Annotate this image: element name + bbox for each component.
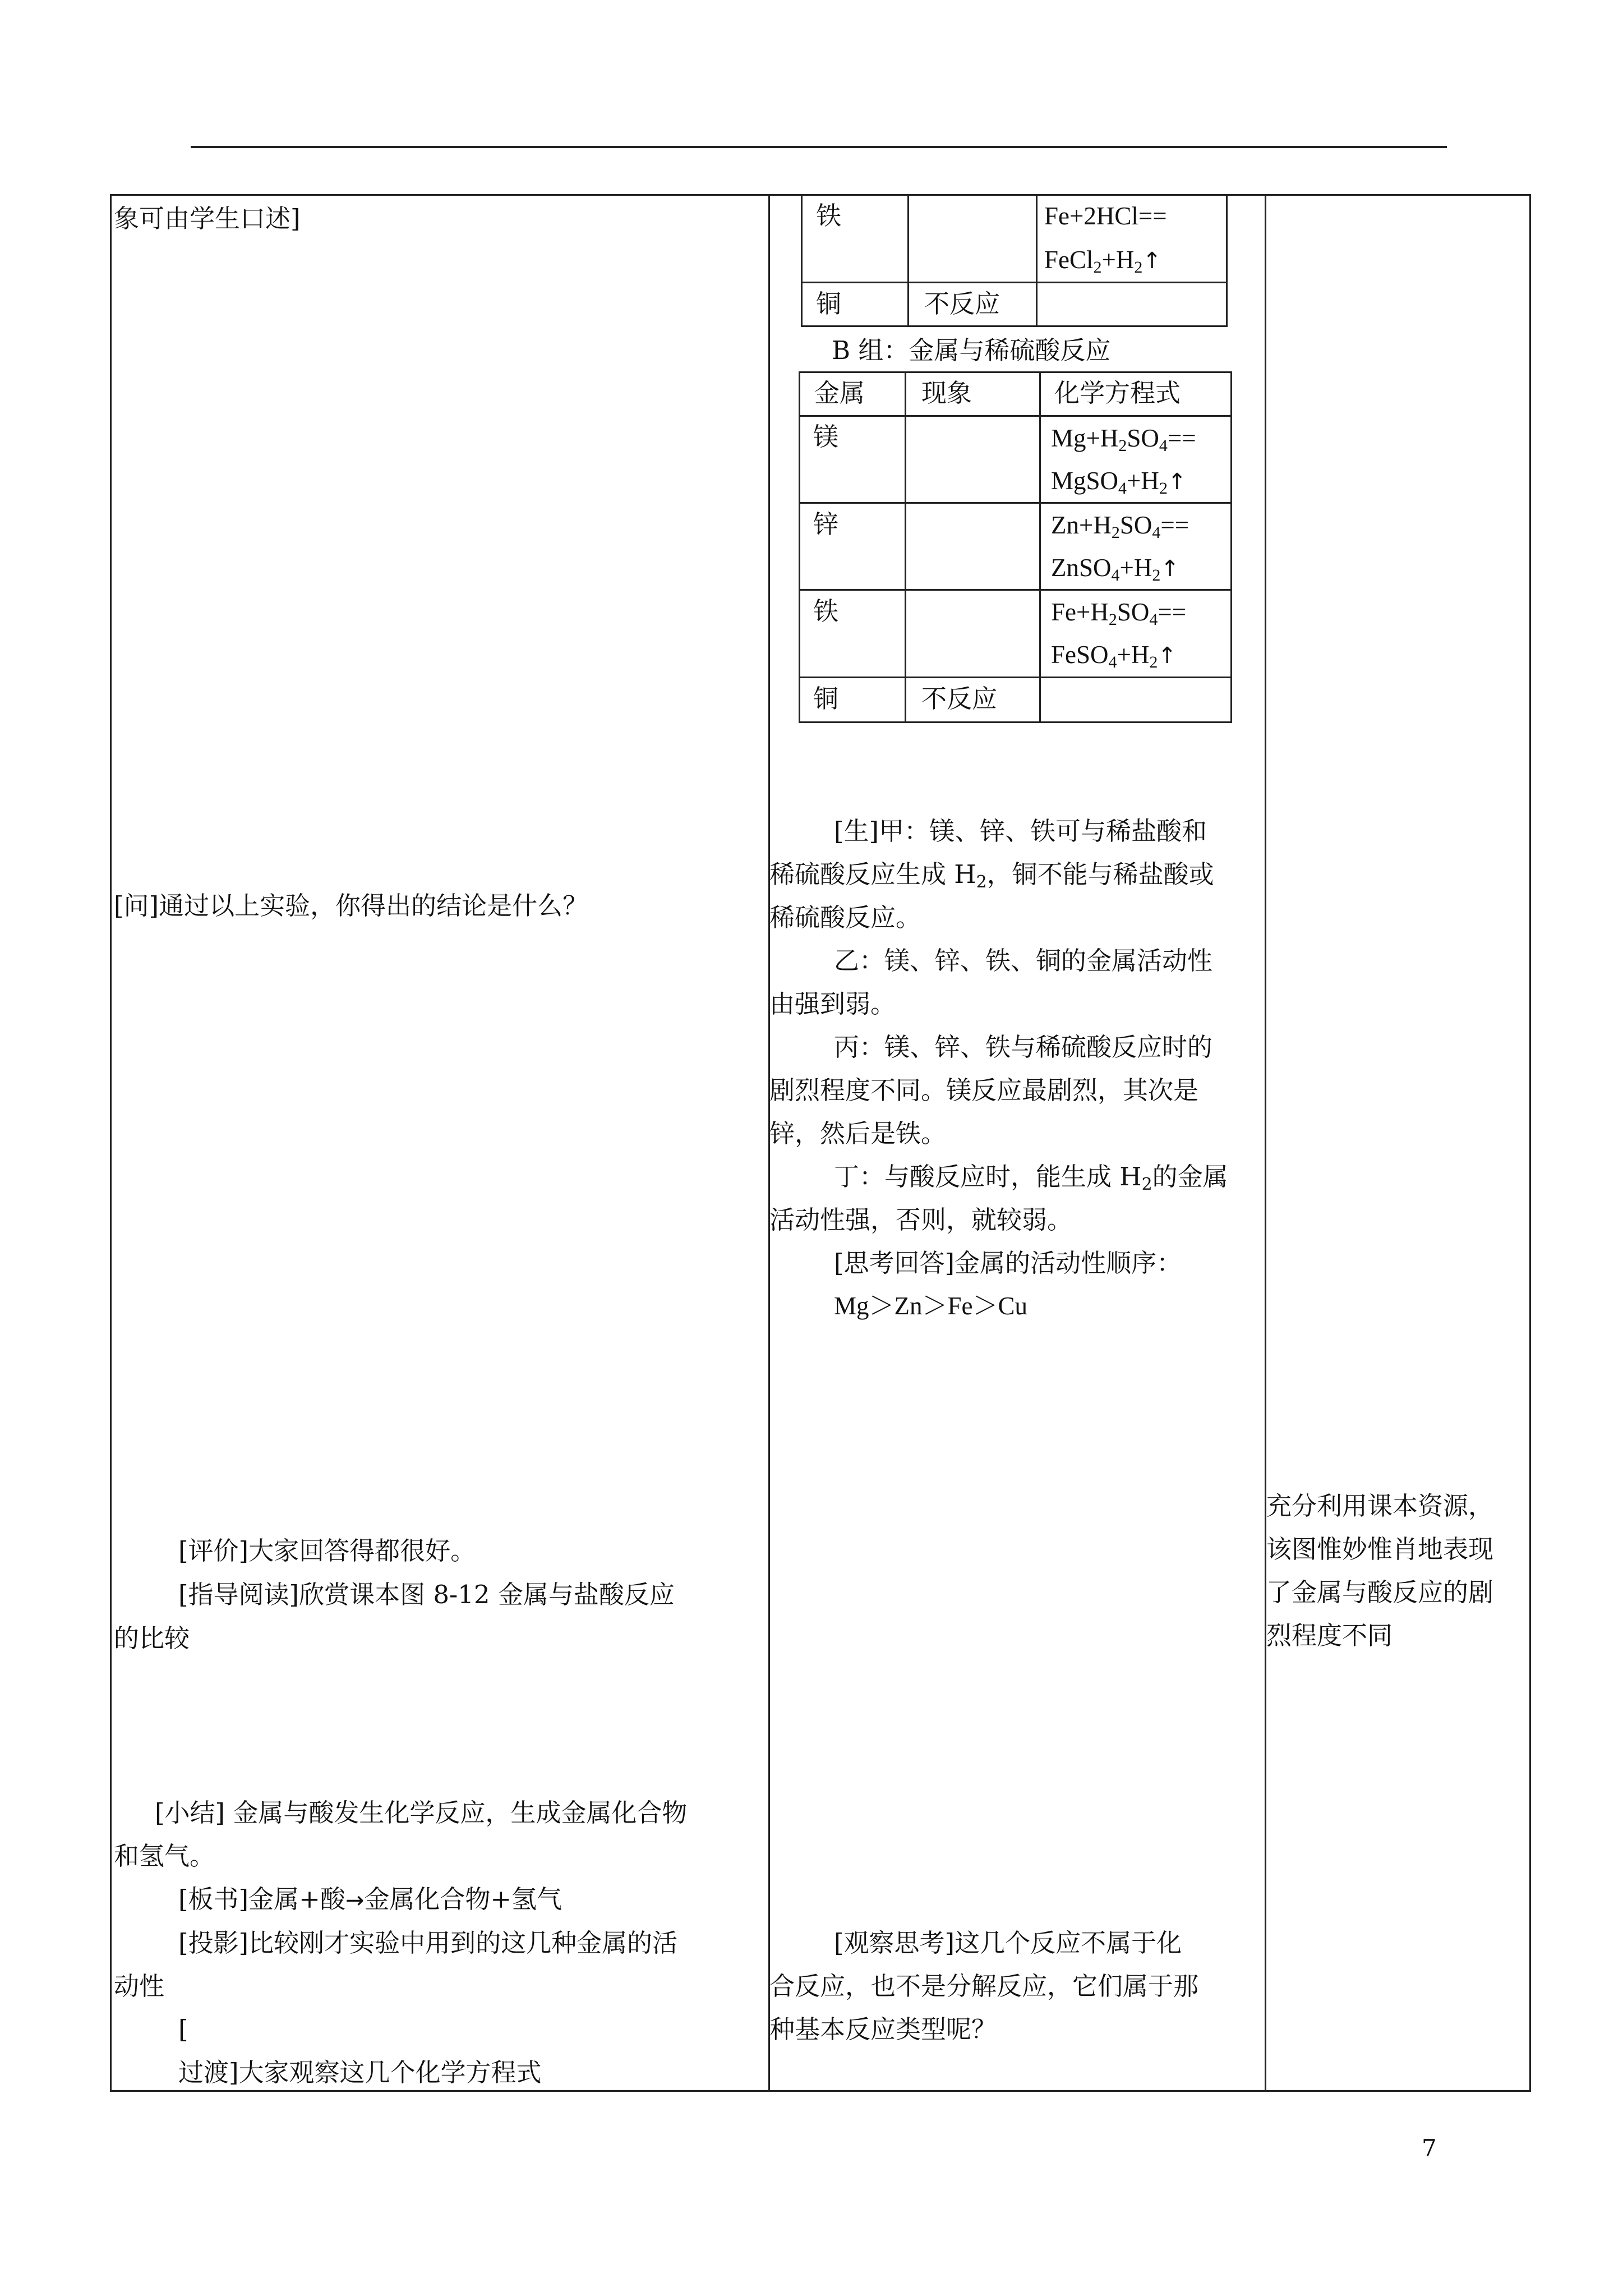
up-arrow-icon: ↑ bbox=[1167, 469, 1187, 495]
table-b-header-phenomenon: 现象 bbox=[921, 378, 972, 408]
table-a-equation-line: Fe+2HCl== bbox=[1044, 202, 1167, 230]
table-a-equation-line: $FeCl_2+H_2↑$ bbox=[1044, 246, 1161, 277]
design-note-line: 烈程度不同 bbox=[1266, 1621, 1393, 1650]
student-observation-line: [观察思考]这几个反应不属于化 bbox=[834, 1928, 1182, 1958]
design-note-line: 该图惟妙惟肖地表现 bbox=[1266, 1534, 1494, 1564]
design-note-line: 充分利用课本资源， bbox=[1266, 1491, 1494, 1521]
teacher-text-line: 象可由学生口述] bbox=[114, 204, 301, 233]
blackboard-text-b: 金属化合物+氢气 bbox=[364, 1884, 562, 1914]
table-b-header-metal: 金属 bbox=[814, 378, 865, 408]
table-b-metal-cell: 锌 bbox=[813, 509, 839, 539]
table-b-metal-cell: 铜 bbox=[813, 684, 839, 714]
teacher-text-line: [ bbox=[178, 2014, 188, 2044]
student-answer-line: [思考回答]金属的活动性顺序： bbox=[834, 1248, 1182, 1278]
table-b-phenomenon-cell: 不反应 bbox=[921, 684, 998, 714]
design-note-line: 了金属与酸反应的剧 bbox=[1266, 1577, 1494, 1607]
table-b-equation-line: $Zn+H_2SO_4==$ bbox=[1051, 511, 1189, 542]
student-answer-line: 锌，然后是铁。 bbox=[769, 1119, 947, 1148]
teacher-text-line: 和氢气。 bbox=[114, 1841, 215, 1871]
teacher-evaluation: [评价]大家回答得都很好。 bbox=[178, 1536, 476, 1566]
table-b-equation-line: $ZnSO_4+H_2↑$ bbox=[1051, 554, 1179, 585]
teacher-question: [问]通过以上实验，你得出的结论是什么？ bbox=[114, 891, 588, 921]
group-b-title: B 组：金属与稀硫酸反应 bbox=[832, 335, 1111, 365]
student-answer-line: 剧烈程度不同。镁反应最剧烈，其次是 bbox=[769, 1075, 1199, 1105]
teacher-blackboard bbox=[178, 1877, 562, 1923]
table-b-equation-line: $FeSO_4+H_2↑$ bbox=[1051, 641, 1177, 671]
header-rule bbox=[191, 146, 1447, 148]
table-b-equation-line: $Mg+H_2SO_4==$ bbox=[1051, 424, 1196, 455]
student-answer-line: 稀硫酸反应。 bbox=[769, 903, 921, 932]
table-right-border bbox=[1529, 194, 1531, 2092]
activity-order: Mg＞Zn＞Fe＞Cu bbox=[834, 1292, 1028, 1320]
up-arrow-icon: ↑ bbox=[1158, 643, 1177, 669]
student-answer-line: 丁：与酸反应时，能生成 $H_2$的金属 bbox=[834, 1162, 1228, 1194]
teacher-text-line: 的比较 bbox=[114, 1623, 190, 1653]
student-observation-line: 种基本反应类型呢？ bbox=[769, 2014, 997, 2044]
column-divider-2 bbox=[1265, 194, 1266, 2092]
table-a-metal-cell: 铁 bbox=[816, 201, 842, 231]
student-answer-line: 乙：镁、锌、铁、铜的金属活动性 bbox=[834, 946, 1213, 976]
table-b-metal-cell: 镁 bbox=[813, 422, 839, 452]
teacher-guided-reading: [指导阅读]欣赏课本图 8-12 金属与盐酸反应 bbox=[178, 1580, 675, 1609]
student-answer-line: 由强到弱。 bbox=[769, 989, 896, 1019]
teacher-transition: 过渡]大家观察这几个化学方程式 bbox=[178, 2058, 542, 2087]
student-observation-line: 合反应，也不是分解反应，它们属于那 bbox=[769, 1971, 1199, 2001]
student-answer-line: 稀硫酸反应生成 $H_2$，铜不能与稀盐酸或 bbox=[769, 859, 1214, 892]
teacher-text-line: 动性 bbox=[114, 1971, 165, 2001]
page-number: 7 bbox=[1422, 2134, 1437, 2162]
table-b-equation-line: $MgSO_4+H_2↑$ bbox=[1051, 467, 1187, 498]
table-left-border bbox=[110, 194, 112, 2092]
teacher-summary: [小结] 金属与酸发生化学反应，生成金属化合物 bbox=[155, 1798, 688, 1828]
student-answer-line: 活动性强，否则，就较弱。 bbox=[769, 1205, 1073, 1235]
table-a-metal-cell: 铜 bbox=[816, 289, 842, 319]
table-a-phenomenon-cell: 不反应 bbox=[924, 289, 1000, 319]
table-b-metal-cell: 铁 bbox=[813, 596, 839, 626]
blackboard-text-a: [板书]金属+酸 bbox=[178, 1884, 345, 1914]
table-b-header-equation: 化学方程式 bbox=[1054, 378, 1181, 408]
table-b-equation-line: $Fe+H_2SO_4==$ bbox=[1051, 598, 1187, 629]
teacher-projection: [投影]比较刚才实验中用到的这几种金属的活 bbox=[178, 1928, 678, 1958]
student-answer-line: 丙：镁、锌、铁与稀硫酸反应时的 bbox=[834, 1032, 1213, 1062]
student-answer-line: [生]甲：镁、锌、铁可与稀盐酸和 bbox=[834, 816, 1207, 846]
up-arrow-icon: ↑ bbox=[1142, 248, 1161, 274]
up-arrow-icon: ↑ bbox=[1160, 556, 1179, 582]
right-arrow-icon: → bbox=[345, 1888, 365, 1913]
